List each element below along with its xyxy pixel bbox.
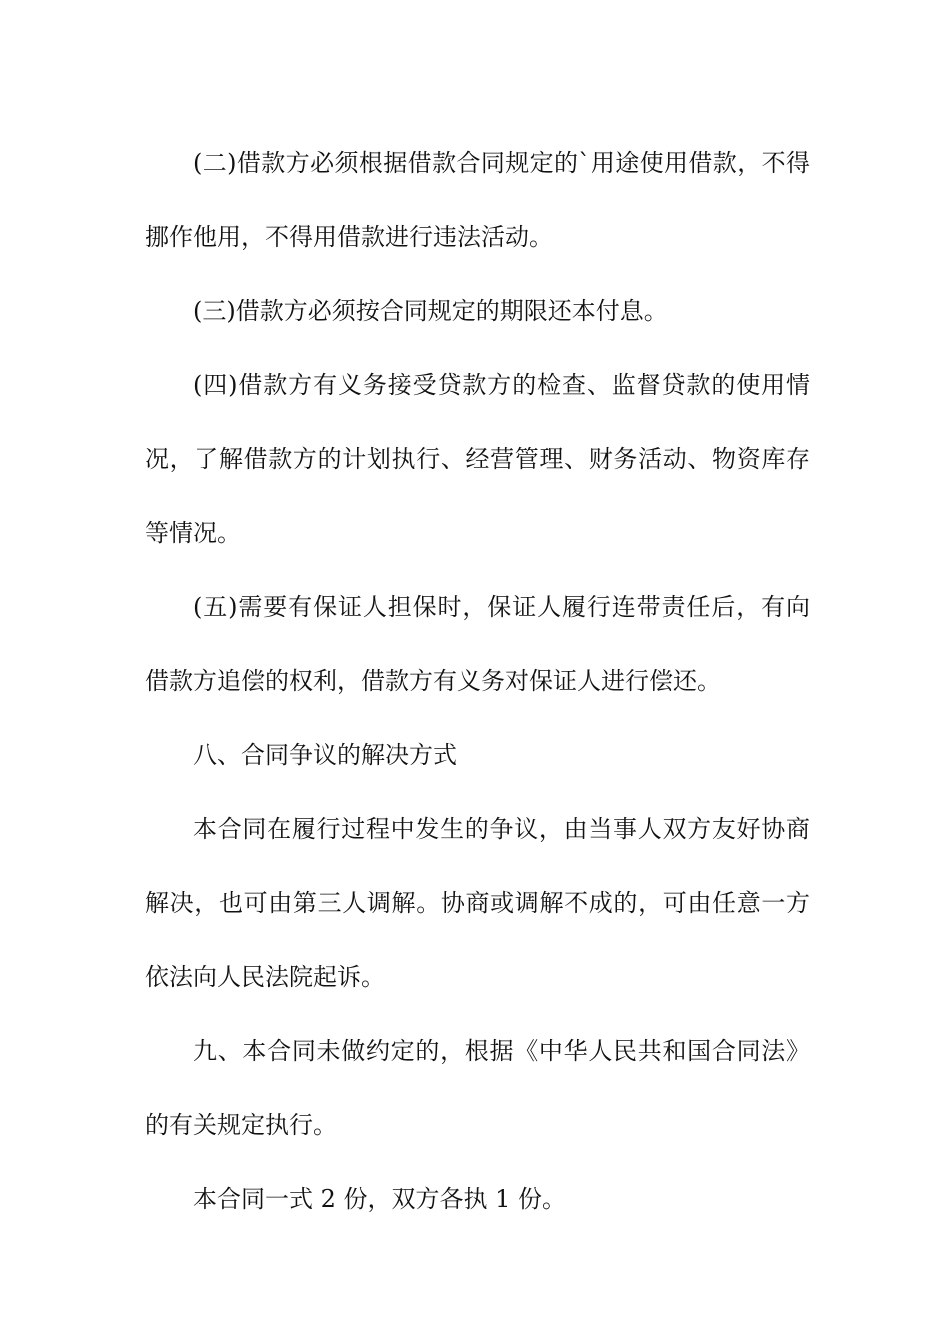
- copies-statement: 本合同一式 2 份，双方各执 1 份。: [193, 1185, 567, 1213]
- section-8-heading: 八、合同争议的解决方式: [193, 741, 457, 769]
- section-9: 九、本合同未做约定的，根据《中华人民共和国合同法》的有关规定执行。: [145, 1037, 810, 1139]
- section-8-body: 本合同在履行过程中发生的争议，由当事人双方友好协商解决，也可由第三人调解。协商或调解不成的，可由任意一方依法向人民法院起诉。: [145, 815, 810, 991]
- document-body: [145, 126, 810, 1236]
- clause-5-guarantor: (五)需要有保证人担保时，保证人履行连带责任后，有向借款方追偿的权利，借款方有义务对保证人进行偿还。: [145, 593, 810, 695]
- clause-3-repayment: (三)借款方必须按合同规定的期限还本付息。: [193, 297, 668, 325]
- clause-2-usage: (二)借款方必须根据借款合同规定的`用途使用借款，不得挪作他用，不得用借款进行违法活动。: [145, 149, 810, 251]
- clause-4-inspection: (四)借款方有义务接受贷款方的检查、监督贷款的使用情况，了解借款方的计划执行、经营管理、财务活动、物资库存等情况。: [145, 371, 810, 547]
